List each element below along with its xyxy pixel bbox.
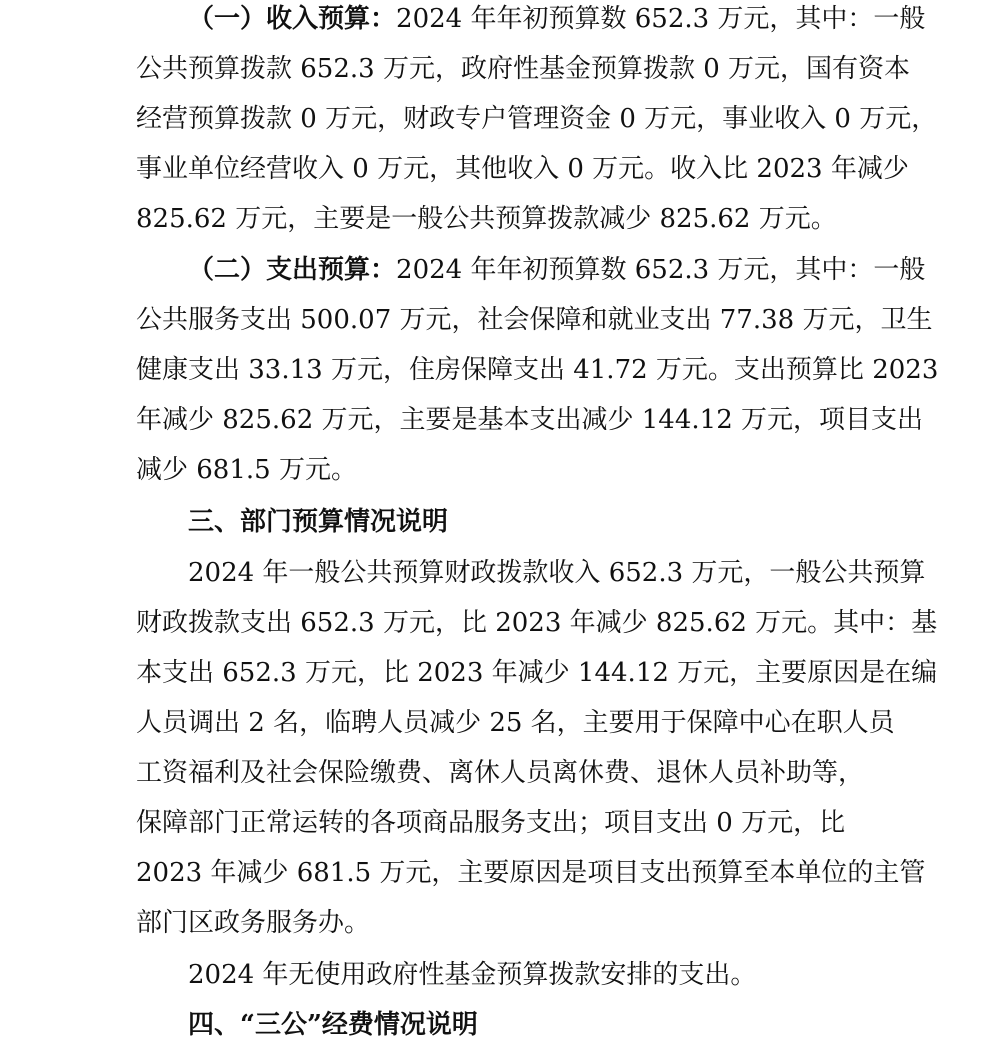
dept-budget-line-1: 2024 年一般公共预算财政拨款收入 652.3 万元，一般公共预算 bbox=[188, 558, 926, 588]
expenditure-budget-label: （二）支出预算 bbox=[188, 255, 371, 285]
income-budget-label: （一）收入预算 bbox=[188, 4, 371, 34]
gov-fund-paragraph: 2024 年无使用政府性基金预算拨款安排的支出。 bbox=[188, 960, 757, 990]
income-budget-line-3: 经营预算拨款 0 万元，财政专户管理资金 0 万元，事业收入 0 万元， bbox=[136, 104, 938, 134]
expenditure-budget-line-1 bbox=[188, 253, 925, 287]
section-heading-4: 四、“三公”经费情况说明 bbox=[188, 1010, 478, 1040]
income-budget-line-1 bbox=[188, 2, 925, 36]
expenditure-budget-line-3: 健康支出 33.13 万元，住房保障支出 41.72 万元。支出预算比 2023 bbox=[136, 355, 939, 385]
section-heading-3: 三、部门预算情况说明 bbox=[188, 507, 449, 537]
expenditure-budget-text: 2024 年年初预算数 652.3 万元，其中：一般 bbox=[396, 255, 926, 285]
income-budget-line-4: 事业单位经营收入 0 万元，其他收入 0 万元。收入比 2023 年减少 bbox=[136, 154, 909, 184]
dept-budget-line-8: 部门区政务服务办。 bbox=[136, 908, 371, 938]
dept-budget-line-5: 工资福利及社会保险缴费、离休人员离休费、退休人员补助等， bbox=[136, 758, 865, 788]
income-budget-line-2: 公共预算拨款 652.3 万元，政府性基金预算拨款 0 万元，国有资本 bbox=[136, 54, 911, 84]
dept-budget-line-4: 人员调出 2 名，临聘人员减少 25 名，主要用于保障中心在职人员 bbox=[136, 708, 895, 738]
expenditure-budget-line-2: 公共服务支出 500.07 万元，社会保障和就业支出 77.38 万元，卫生 bbox=[136, 305, 933, 335]
dept-budget-line-3: 本支出 652.3 万元，比 2023 年减少 144.12 万元，主要原因是在编 bbox=[136, 658, 938, 688]
income-budget-separator: ： bbox=[370, 4, 397, 34]
income-budget-text: 2024 年年初预算数 652.3 万元，其中：一般 bbox=[396, 4, 926, 34]
dept-budget-line-2: 财政拨款支出 652.3 万元，比 2023 年减少 825.62 万元。其中：基 bbox=[136, 608, 938, 638]
expenditure-budget-separator: ： bbox=[370, 255, 397, 285]
dept-budget-line-7: 2023 年减少 681.5 万元，主要原因是项目支出预算至本单位的主管 bbox=[136, 858, 926, 888]
expenditure-budget-line-5: 减少 681.5 万元。 bbox=[136, 455, 357, 485]
expenditure-budget-line-4: 年减少 825.62 万元，主要是基本支出减少 144.12 万元，项目支出 bbox=[136, 405, 924, 435]
income-budget-line-5: 825.62 万元，主要是一般公共预算拨款减少 825.62 万元。 bbox=[136, 204, 837, 234]
dept-budget-line-6: 保障部门正常运转的各项商品服务支出；项目支出 0 万元，比 bbox=[136, 808, 846, 838]
